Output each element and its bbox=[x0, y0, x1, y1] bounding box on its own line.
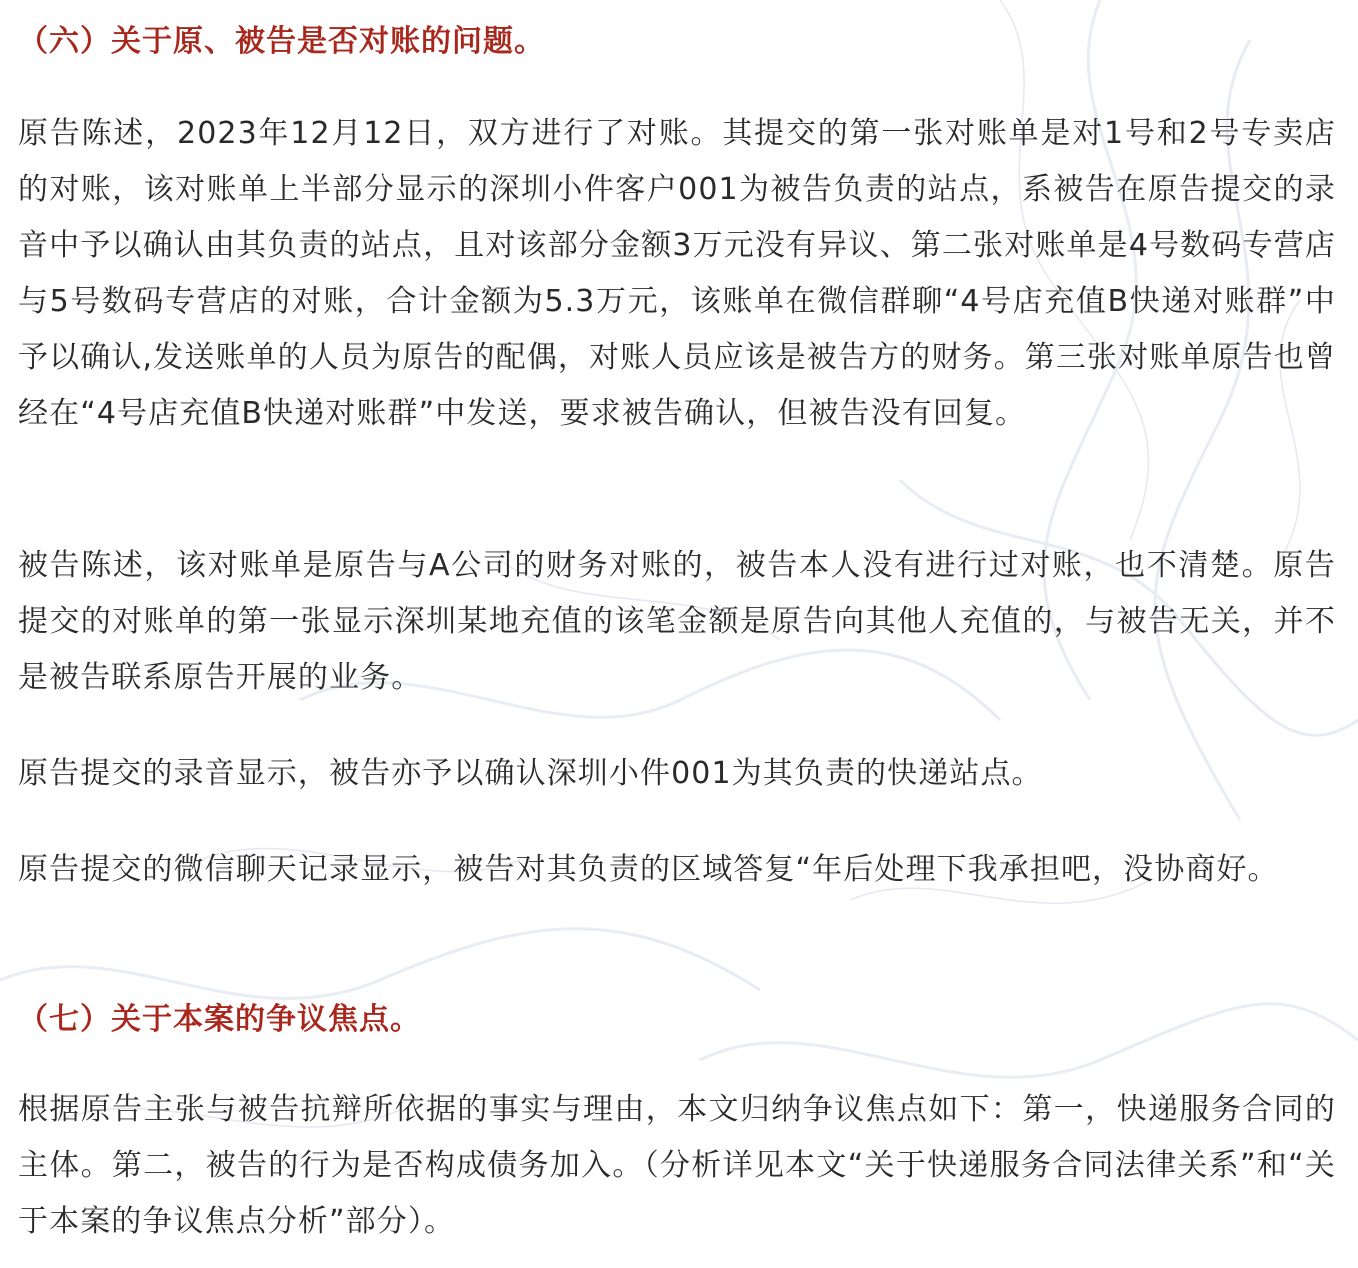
section-6-heading: （六）关于原、被告是否对账的问题。 bbox=[18, 24, 545, 59]
section-7-heading: （七）关于本案的争议焦点。 bbox=[18, 1002, 421, 1037]
dispute-focus-paragraph: 根据原告主张与被告抗辩所依据的事实与理由，本文归纳争议焦点如下：第一，快递服务合同的主体。第二，被告的行为是否构成债务加入。（分析详见本文“关于快递服务合同法律关系”和“关于本案的争议焦点分析”部分）。 bbox=[18, 1092, 1336, 1239]
defendant-statement-paragraph: 被告陈述，该对账单是原告与A公司的财务对账的，被告本人没有进行过对账，也不清楚。原告提交的对账单的第一张显示深圳某地充值的该笔金额是原告向其他人充值的，与被告无关，并不是被告联系原告开展的业务。 bbox=[18, 548, 1336, 695]
recording-evidence-paragraph: 原告提交的录音显示，被告亦予以确认深圳小件001为其负责的快递站点。 bbox=[18, 756, 1043, 791]
plaintiff-statement-paragraph: 原告陈述，2023年12月12日，双方进行了对账。其提交的第一张对账单是对1号和2号专卖店的对账，该对账单上半部分显示的深圳小件客户001为被告负责的站点，系被告在原告提交的录音中予以确认由其负责的站点，且对该部分金额3万元没有异议、第二张对账单是4号数码专营店与5号数码专营店的对账，合计金额为5.3万元，该账单在微信群聊“4号店充值B快递对账群”中予以确认,发送账单的人员为原告的配偶，对账人员应该是被告方的财务。第三张对账单原告也曾经在“4号店充值B快递对账群”中发送，要求被告确认，但被告没有回复。 bbox=[18, 116, 1336, 431]
wechat-evidence-paragraph: 原告提交的微信聊天记录显示，被告对其负责的区域答复“年后处理下我承担吧，没协商好。 bbox=[18, 852, 1279, 887]
